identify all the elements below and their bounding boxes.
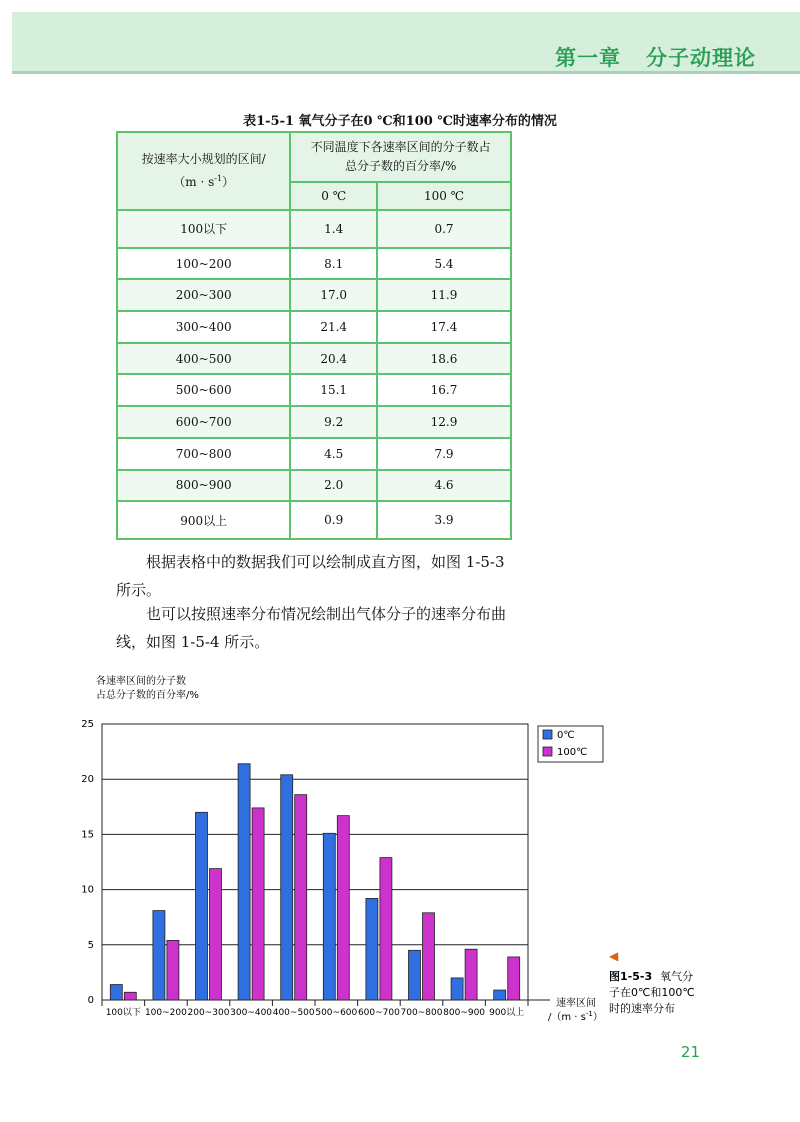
interval-cell: 100~200 [117,248,290,280]
legend-swatch-0c [543,730,552,739]
bar-100c [124,992,136,1000]
table-row [117,279,511,311]
value-0c-cell: 15.1 [290,374,377,406]
legend-label-100c: 100℃ [557,747,588,758]
value-100c-cell: 7.9 [377,438,511,470]
table-row [117,406,511,438]
value-0c-cell: 1.4 [290,210,377,248]
legend-swatch-100c [543,747,552,756]
header-percentage [290,132,511,182]
interval-cell: 500~600 [117,374,290,406]
value-100c-cell: 0.7 [377,210,511,248]
value-0c-cell: 17.0 [290,279,377,311]
value-100c-cell: 18.6 [377,343,511,375]
bar-100c [337,816,349,1000]
interval-cell: 300~400 [117,311,290,343]
x-tick-label: 600~700 [357,1008,400,1018]
table-caption: 表1-5-1 氧气分子在0 ℃和100 ℃时速率分布的情况 [243,114,557,129]
interval-cell: 100以下 [117,210,290,248]
x-axis-label-line2: $/(m \cdot s^{-1})$ [548,1010,603,1023]
figure-marker-icon: ◀ [609,949,619,963]
paragraph-histogram-ref: 根据表格中的数据我们可以绘制成直方图，如图 1-5-3 所示。 [116,553,505,599]
speed-distribution-chart [0,650,800,1030]
table-row [117,248,511,280]
chapter-title [555,42,756,72]
plot-frame [102,724,528,1000]
x-tick-label: 300~400 [230,1008,273,1018]
header-percent-line1: 不同温度下各速率区间的分子数占 [310,140,491,154]
y-axis-label-line2: 占总分子数的百分率/% [96,690,199,701]
table-row [117,470,511,502]
y-axis-label-line1: 各速率区间的分子数 [96,676,186,687]
bar-100c [252,808,264,1000]
header-interval-line1: 按速率大小规划的区间/ [141,152,266,166]
value-0c-cell: 2.0 [290,470,377,502]
bar-0c [238,764,250,1000]
value-100c-cell: 4.6 [377,470,511,502]
y-tick-label: 15 [81,829,94,841]
table-row [117,438,511,470]
bar-0c [110,985,122,1000]
x-tick-label: 100以下 [105,1008,141,1018]
bar-100c [465,949,477,1000]
chapter-number: 第一章 [555,46,622,70]
figure-caption-line1: 图1-5-3 氧气分 [609,970,694,983]
interval-cell: 800~900 [117,470,290,502]
y-tick-label: 25 [81,719,94,730]
chapter-name: 分子动理论 [646,46,756,70]
bar-0c [196,812,208,1000]
bar-100c [423,913,435,1000]
x-tick-label: 900以上 [489,1008,525,1018]
figure-caption-line2: 子在0℃和100℃ [609,986,695,999]
header-interval-line2: $(m \cdot s^{-1})$ [173,174,235,189]
interval-cell: 900以上 [117,501,290,539]
bar-0c [451,978,463,1000]
bar-0c [366,898,378,1000]
value-100c-cell: 17.4 [377,311,511,343]
bar-100c [167,940,179,1000]
table-row [117,311,511,343]
x-tick-label: 500~600 [315,1008,358,1018]
value-0c-cell: 9.2 [290,406,377,438]
bar-100c [295,795,307,1000]
bar-0c [323,833,335,1000]
header-percent-line2: 总分子数的百分率/% [344,159,457,173]
interval-cell: 700~800 [117,438,290,470]
value-0c-cell: 20.4 [290,343,377,375]
x-axis-label-line1: 速率区间 [556,998,596,1009]
paragraph-curve-ref: 也可以按照速率分布情况绘制出气体分子的速率分布曲线，如图 1-5-4 所示。 [116,605,507,651]
value-100c-cell: 3.9 [377,501,511,539]
bar-100c [508,957,520,1000]
value-100c-cell: 5.4 [377,248,511,280]
interval-cell: 400~500 [117,343,290,375]
x-tick-label: 400~500 [272,1008,315,1018]
y-tick-label: 5 [87,939,94,951]
y-tick-label: 0 [87,995,94,1006]
x-tick-label: 100~200 [144,1008,187,1018]
figure-caption-line3: 时的速率分布 [609,1002,675,1015]
page-number: 21 [680,1043,700,1061]
bar-0c [409,950,421,1000]
x-tick-label: 700~800 [400,1008,443,1018]
x-tick-label: 200~300 [187,1008,230,1018]
chapter-header-band [12,12,800,74]
legend-label-0c: 0℃ [557,730,575,741]
value-0c-cell: 8.1 [290,248,377,280]
header-interval [117,132,290,210]
value-100c-cell: 16.7 [377,374,511,406]
interval-cell: 600~700 [117,406,290,438]
value-0c-cell: 0.9 [290,501,377,539]
value-0c-cell: 4.5 [290,438,377,470]
header-100c: 100 ℃ [377,182,511,210]
x-tick-label: 800~900 [443,1008,486,1018]
interval-cell: 200~300 [117,279,290,311]
bar-0c [281,775,293,1000]
bar-0c [494,990,506,1000]
bar-0c [153,911,165,1000]
table-row [117,210,511,248]
header-0c: 0 ℃ [290,182,377,210]
value-0c-cell: 21.4 [290,311,377,343]
speed-distribution-table [116,131,512,540]
bar-100c [210,869,222,1000]
value-100c-cell: 12.9 [377,406,511,438]
table-row [117,501,511,539]
bar-100c [380,858,392,1000]
table-row [117,374,511,406]
y-tick-label: 10 [81,884,94,896]
table-row [117,343,511,375]
value-100c-cell: 11.9 [377,279,511,311]
y-tick-label: 20 [81,774,94,786]
